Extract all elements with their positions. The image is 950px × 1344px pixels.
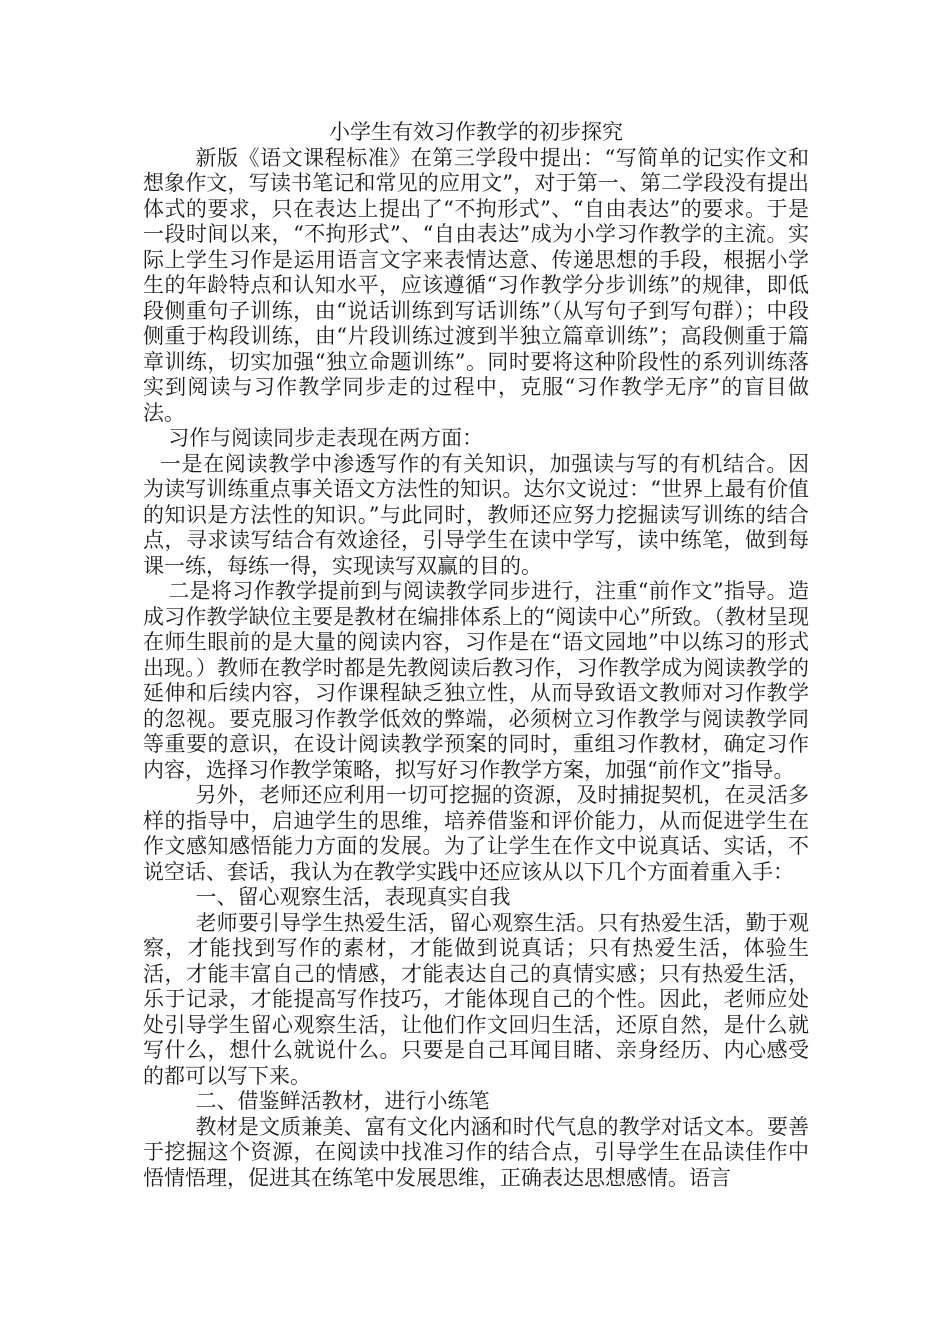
paragraph-aspect-two: 二是将习作教学提前到与阅读教学同步进行，注重“前作文”指导。造成习作教学缺位主要是教材在编排体系上的“阅读中心”所致。（教材呈现在师生眼前的是大量的阅读内容，习作是在“语文园地”中以练习的形式出现。）教师在教学时都是先教阅读后教习作，习作教学成为阅读教学的延伸和后续内容，习作课程缺乏独立性，从而导致语文教师对习作教学的忽视。要克服习作教学低效的弊端，必须树立习作教学与阅读教学同等重要的意识，在设计阅读教学预案的同时，重组习作教材，确定习作内容，选择习作教学策略，拟写好习作教学方案，加强“前作文”指导。 — [143, 579, 809, 782]
paragraph-textbook: 教材是文质兼美、富有文化内涵和时代气息的教学对话文本。要善于挖掘这个资源，在阅读中找准习作的结合点，引导学生在品读佳作中悟情悟理，促进其在练笔中发展思维，正确表达思想感情。语言 — [143, 1114, 809, 1190]
paragraph-aspect-one: 一是在阅读教学中渗透写作的有关知识，加强读与写的有机结合。因为读写训练重点事关语文方法性的知识。达尔文说过：“世界上最有价值的知识是方法性的知识。”与此同时，教师还应努力挖掘读写训练的结合点，寻求读写结合有效途径，引导学生在读中学写，读中练笔，做到每课一练，每练一得，实现读写双赢的目的。 — [143, 451, 809, 578]
paragraph-observe-life: 老师要引导学生热爱生活，留心观察生活。只有热爱生活，勤于观察，才能找到写作的素材，才能做到说真话；只有热爱生活，体验生活，才能丰富自己的情感，才能表达自己的真情实感；只有热爱生活，乐于记录，才能提高写作技巧，才能体现自己的个性。因此，老师应处处引导学生留心观察生活，让他们作文回归生活，还原自然，是什么就写什么，想什么就说什么。只要是自己耳闻目睹、亲身经历、内心感受的都可以写下来。 — [143, 910, 809, 1088]
paragraph-intro: 新版《语文课程标准》在第三学段中提出：“写简单的记实作文和想象作文，写读书笔记和常见的应用文”，对于第一、第二学段没有提出体式的要求，只在表达上提出了“不拘形式”、“自由表达”的要求。于是一段时间以来，“不拘形式”、“自由表达”成为小学习作教学的主流。实际上学生习作是运用语言文字来表情达意、传递思想的手段，根据小学生的年龄特点和认知水平，应该遵循“习作教学分步训练”的规律，即低段侧重句子训练，由“说话训练到写话训练”（从写句子到写句群）；中段侧重于构段训练，由“片段训练过渡到半独立篇章训练”；高段侧重于篇章训练，切实加强“独立命题训练”。同时要将这种阶段性的系列训练落实到阅读与习作教学同步走的过程中，克服“习作教学无序”的盲目做法。 — [143, 145, 809, 425]
section-heading-two: 二、借鉴鲜活教材，进行小练笔 — [195, 1089, 490, 1113]
section-heading-one: 一、留心观察生活，表现真实自我 — [195, 885, 511, 909]
paragraph-two-aspects: 习作与阅读同步走表现在两方面： — [168, 426, 484, 450]
document-title: 小学生有效习作教学的初步探究 — [329, 120, 623, 144]
paragraph-additionally: 另外，老师还应利用一切可挖掘的资源，及时捕捉契机，在灵活多样的指导中，启迪学生的思维，培养借鉴和评价能力，从而促进学生在作文感知感悟能力方面的发展。为了让学生在作文中说真话、实话，不说空话、套话，我认为在教学实践中还应该从以下几个方面着重入手： — [143, 783, 809, 884]
document-page — [143, 120, 809, 1191]
